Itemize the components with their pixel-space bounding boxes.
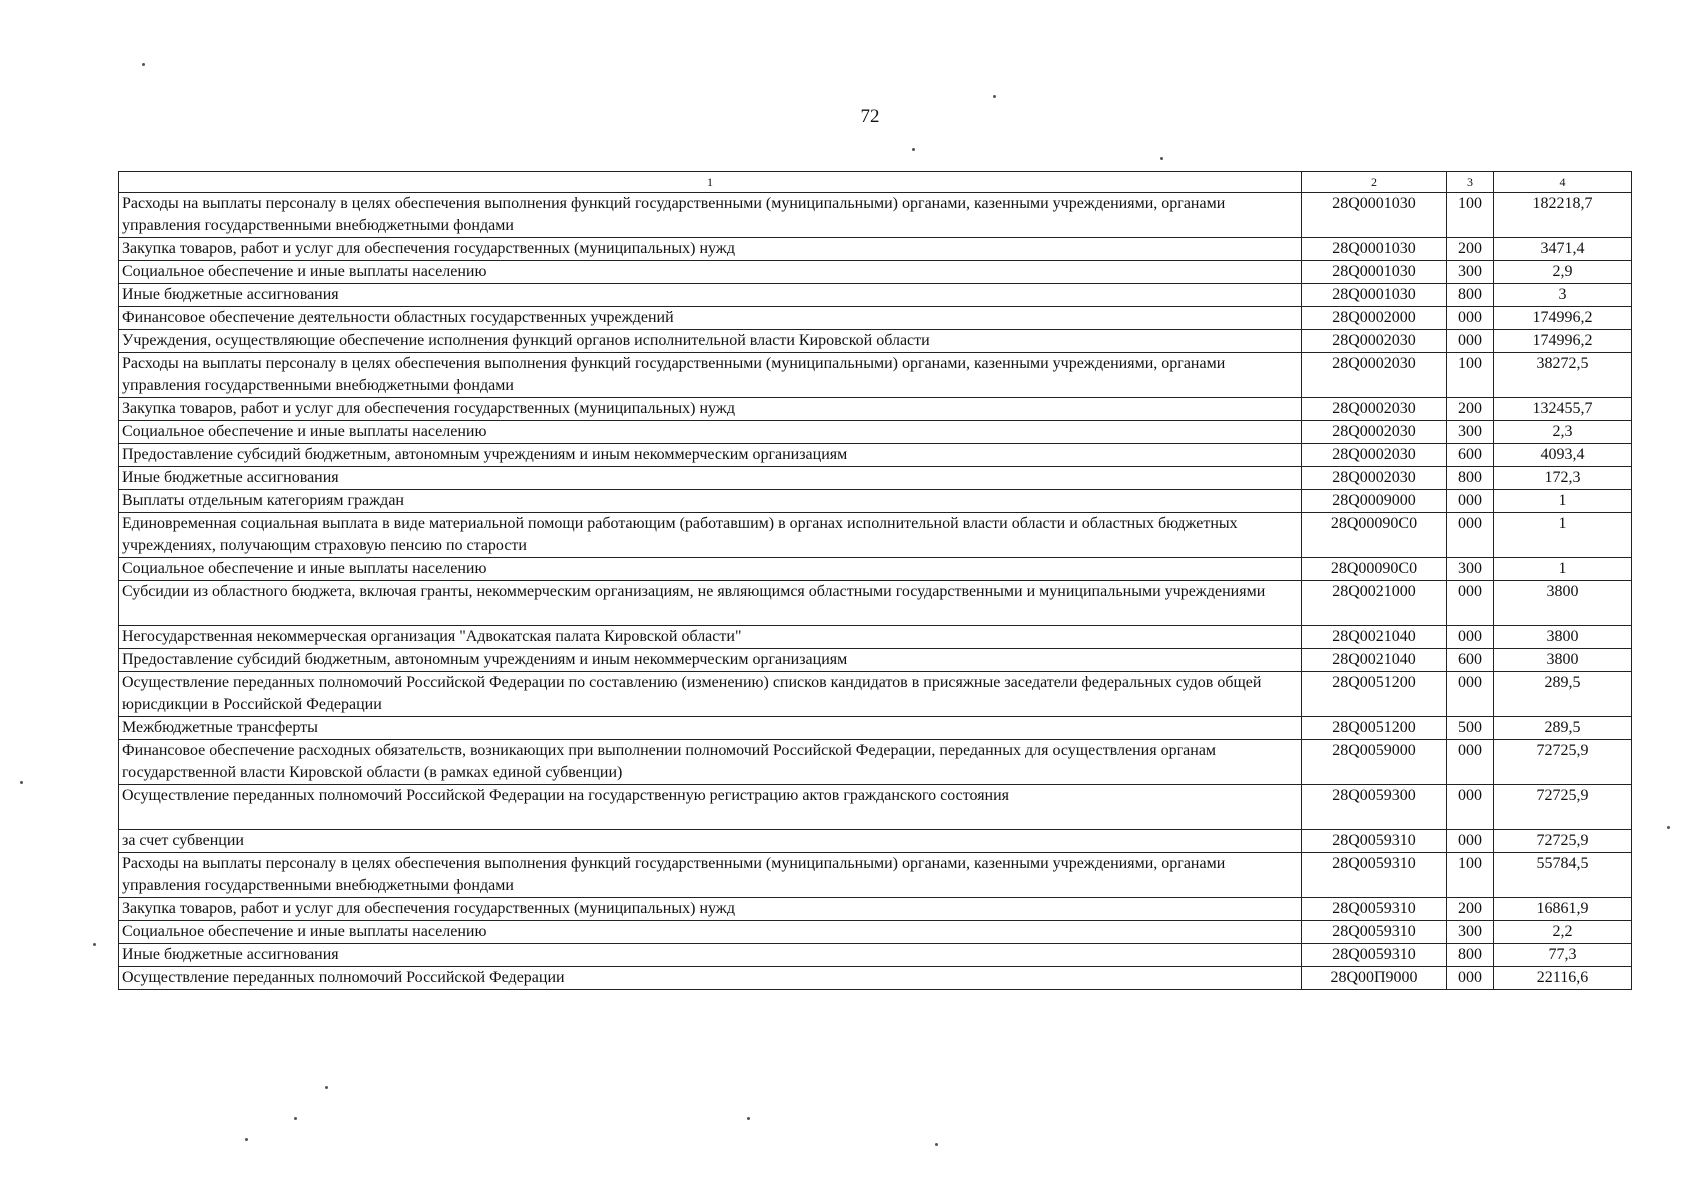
row-expense-type: 500: [1447, 717, 1494, 740]
row-description: Выплаты отдельным категориям граждан: [119, 490, 1302, 513]
row-description: Иные бюджетные ассигнования: [119, 467, 1302, 490]
row-code: 28Q0002030: [1302, 330, 1447, 353]
row-amount: 1: [1494, 513, 1632, 558]
row-amount: 55784,5: [1494, 853, 1632, 898]
row-expense-type: 800: [1447, 944, 1494, 967]
table-row: [119, 785, 1632, 830]
table-row: [119, 307, 1632, 330]
row-code: 28Q0021000: [1302, 581, 1447, 626]
row-amount: 1: [1494, 558, 1632, 581]
row-description: Финансовое обеспечение деятельности областных государственных учреждений: [119, 307, 1302, 330]
table-row: [119, 490, 1632, 513]
row-expense-type: 000: [1447, 967, 1494, 990]
row-expense-type: 000: [1447, 672, 1494, 717]
row-description: Предоставление субсидий бюджетным, автономным учреждениям и иным некоммерческим организациям: [119, 649, 1302, 672]
row-expense-type: 300: [1447, 558, 1494, 581]
table-row: [119, 261, 1632, 284]
table-row: [119, 740, 1632, 785]
table-row: [119, 467, 1632, 490]
table-row: [119, 626, 1632, 649]
table-row: [119, 353, 1632, 398]
scan-speck: [245, 1138, 248, 1141]
header-row: [119, 172, 1632, 193]
row-description: Осуществление переданных полномочий Российской Федерации на государственную регистрацию актов гражданского состояния: [119, 785, 1302, 830]
row-code: 28Q0002030: [1302, 353, 1447, 398]
row-expense-type: 000: [1447, 307, 1494, 330]
row-description: Субсидии из областного бюджета, включая гранты, некоммерческим организациям, не являющимся областными государственными и муниципальными учреждениями: [119, 581, 1302, 626]
row-description: Предоставление субсидий бюджетным, автономным учреждениям и иным некоммерческим организациям: [119, 444, 1302, 467]
row-description: Финансовое обеспечение расходных обязательств, возникающих при выполнении полномочий Российской Федерации, переданных для осуществления органам государственной власти Кировской области (в рамках единой субвенции): [119, 740, 1302, 785]
row-code: 28Q0009000: [1302, 490, 1447, 513]
row-amount: 174996,2: [1494, 307, 1632, 330]
row-code: 28Q0001030: [1302, 261, 1447, 284]
row-expense-type: 100: [1447, 853, 1494, 898]
row-expense-type: 200: [1447, 898, 1494, 921]
row-code: 28Q0001030: [1302, 238, 1447, 261]
table-row: [119, 672, 1632, 717]
row-amount: 3800: [1494, 581, 1632, 626]
row-expense-type: 200: [1447, 398, 1494, 421]
row-expense-type: 600: [1447, 649, 1494, 672]
row-amount: 174996,2: [1494, 330, 1632, 353]
row-amount: 72725,9: [1494, 830, 1632, 853]
table-body: [119, 193, 1632, 990]
row-expense-type: 000: [1447, 330, 1494, 353]
scan-speck: [747, 1117, 750, 1120]
row-description: Осуществление переданных полномочий Российской Федерации по составлению (изменению) списков кандидатов в присяжные заседатели федеральных судов общей юрисдикции в Российской Федерации: [119, 672, 1302, 717]
row-amount: 172,3: [1494, 467, 1632, 490]
header-cell: 4: [1494, 172, 1632, 193]
row-amount: 2,3: [1494, 421, 1632, 444]
table-row: [119, 830, 1632, 853]
row-amount: 3471,4: [1494, 238, 1632, 261]
row-code: 28Q0059300: [1302, 785, 1447, 830]
row-amount: 132455,7: [1494, 398, 1632, 421]
row-expense-type: 000: [1447, 785, 1494, 830]
row-amount: 38272,5: [1494, 353, 1632, 398]
row-expense-type: 300: [1447, 261, 1494, 284]
row-description: Расходы на выплаты персоналу в целях обеспечения выполнения функций государственными (муниципальными) органами, казенными учреждениями, органами управления государственными внебюджетными фондами: [119, 353, 1302, 398]
row-code: 28Q00П9000: [1302, 967, 1447, 990]
row-expense-type: 800: [1447, 467, 1494, 490]
scan-speck: [20, 781, 23, 784]
row-expense-type: 000: [1447, 581, 1494, 626]
header-cell: 3: [1447, 172, 1494, 193]
table-row: [119, 238, 1632, 261]
row-description: Закупка товаров, работ и услуг для обеспечения государственных (муниципальных) нужд: [119, 238, 1302, 261]
row-code: 28Q0001030: [1302, 284, 1447, 307]
row-code: 28Q0021040: [1302, 649, 1447, 672]
table-row: [119, 284, 1632, 307]
scan-speck: [325, 1086, 328, 1089]
row-description: Единовременная социальная выплата в виде материальной помощи работающим (работавшим) в органах исполнительной власти области и областных бюджетных учреждениях, получающим страховую пенсию по старости: [119, 513, 1302, 558]
table-row: [119, 717, 1632, 740]
table-row: [119, 193, 1632, 238]
row-code: 28Q00090C0: [1302, 513, 1447, 558]
scan-speck: [294, 1117, 297, 1120]
row-code: 28Q0001030: [1302, 193, 1447, 238]
row-description: Иные бюджетные ассигнования: [119, 284, 1302, 307]
table-row: [119, 558, 1632, 581]
row-description: Расходы на выплаты персоналу в целях обеспечения выполнения функций государственными (муниципальными) органами, казенными учреждениями, органами управления государственными внебюджетными фондами: [119, 193, 1302, 238]
scan-speck: [993, 95, 996, 98]
row-expense-type: 300: [1447, 921, 1494, 944]
row-description: Закупка товаров, работ и услуг для обеспечения государственных (муниципальных) нужд: [119, 398, 1302, 421]
table-row: [119, 513, 1632, 558]
row-description: Иные бюджетные ассигнования: [119, 944, 1302, 967]
row-amount: 289,5: [1494, 672, 1632, 717]
scan-speck: [1160, 157, 1163, 160]
row-amount: 22116,6: [1494, 967, 1632, 990]
row-expense-type: 000: [1447, 626, 1494, 649]
scan-speck: [912, 148, 915, 151]
budget-table: [118, 171, 1632, 990]
row-code: 28Q0002030: [1302, 444, 1447, 467]
row-code: 28Q0059310: [1302, 944, 1447, 967]
row-code: 28Q0059310: [1302, 898, 1447, 921]
scan-speck: [93, 943, 96, 946]
row-amount: 72725,9: [1494, 785, 1632, 830]
scan-speck: [935, 1143, 938, 1146]
row-expense-type: 100: [1447, 193, 1494, 238]
row-description: Негосударственная некоммерческая организация "Адвокатская палата Кировской области": [119, 626, 1302, 649]
scan-speck: [142, 63, 145, 66]
table-row: [119, 853, 1632, 898]
row-description: Социальное обеспечение и иные выплаты населению: [119, 921, 1302, 944]
row-description: Расходы на выплаты персоналу в целях обеспечения выполнения функций государственными (муниципальными) органами, казенными учреждениями, органами управления государственными внебюджетными фондами: [119, 853, 1302, 898]
row-code: 28Q0059310: [1302, 921, 1447, 944]
scan-speck: [1667, 826, 1670, 829]
row-expense-type: 300: [1447, 421, 1494, 444]
row-description: за счет субвенции: [119, 830, 1302, 853]
row-description: Социальное обеспечение и иные выплаты населению: [119, 558, 1302, 581]
table-row: [119, 898, 1632, 921]
table-row: [119, 330, 1632, 353]
row-code: 28Q0059310: [1302, 853, 1447, 898]
row-expense-type: 600: [1447, 444, 1494, 467]
row-code: 28Q0002000: [1302, 307, 1447, 330]
row-description: Осуществление переданных полномочий Российской Федерации: [119, 967, 1302, 990]
table-row: [119, 398, 1632, 421]
row-amount: 77,3: [1494, 944, 1632, 967]
row-code: 28Q0002030: [1302, 398, 1447, 421]
row-amount: 16861,9: [1494, 898, 1632, 921]
row-code: 28Q0059000: [1302, 740, 1447, 785]
row-description: Межбюджетные трансферты: [119, 717, 1302, 740]
row-description: Социальное обеспечение и иные выплаты населению: [119, 421, 1302, 444]
row-amount: 3: [1494, 284, 1632, 307]
row-amount: 182218,7: [1494, 193, 1632, 238]
row-amount: 4093,4: [1494, 444, 1632, 467]
row-amount: 2,9: [1494, 261, 1632, 284]
header-cell: 1: [119, 172, 1302, 193]
row-expense-type: 000: [1447, 740, 1494, 785]
row-amount: 289,5: [1494, 717, 1632, 740]
table-row: [119, 444, 1632, 467]
row-expense-type: 000: [1447, 830, 1494, 853]
row-code: 28Q0051200: [1302, 717, 1447, 740]
header-cell: 2: [1302, 172, 1447, 193]
row-amount: 3800: [1494, 649, 1632, 672]
row-code: 28Q0051200: [1302, 672, 1447, 717]
table-row: [119, 421, 1632, 444]
row-code: 28Q0002030: [1302, 421, 1447, 444]
row-amount: 2,2: [1494, 921, 1632, 944]
table-row: [119, 921, 1632, 944]
row-code: 28Q0002030: [1302, 467, 1447, 490]
row-description: Закупка товаров, работ и услуг для обеспечения государственных (муниципальных) нужд: [119, 898, 1302, 921]
row-description: Учреждения, осуществляющие обеспечение исполнения функций органов исполнительной власти Кировской области: [119, 330, 1302, 353]
row-code: 28Q0021040: [1302, 626, 1447, 649]
page-number: 72: [860, 106, 880, 127]
row-expense-type: 000: [1447, 513, 1494, 558]
row-description: Социальное обеспечение и иные выплаты населению: [119, 261, 1302, 284]
row-code: 28Q00090C0: [1302, 558, 1447, 581]
table-row: [119, 581, 1632, 626]
table-row: [119, 944, 1632, 967]
row-amount: 3800: [1494, 626, 1632, 649]
row-amount: 72725,9: [1494, 740, 1632, 785]
row-expense-type: 000: [1447, 490, 1494, 513]
row-amount: 1: [1494, 490, 1632, 513]
row-code: 28Q0059310: [1302, 830, 1447, 853]
table-row: [119, 967, 1632, 990]
table-row: [119, 649, 1632, 672]
row-expense-type: 200: [1447, 238, 1494, 261]
row-expense-type: 800: [1447, 284, 1494, 307]
row-expense-type: 100: [1447, 353, 1494, 398]
